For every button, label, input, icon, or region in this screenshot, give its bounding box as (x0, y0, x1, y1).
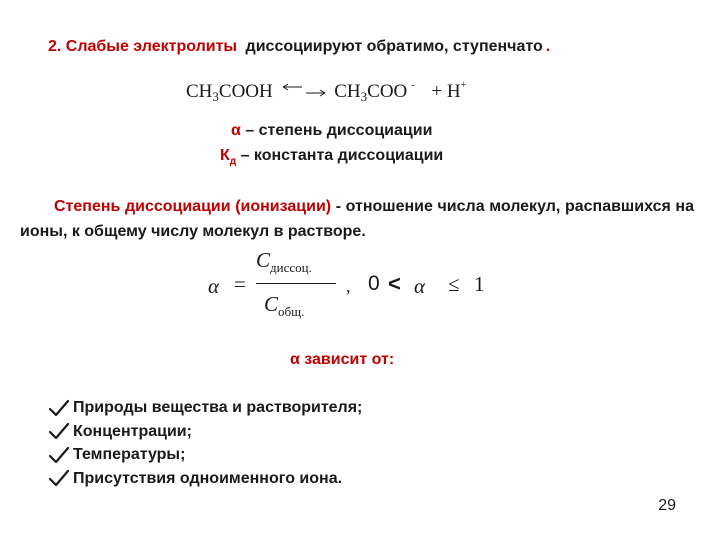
formula-one: 1 (474, 272, 485, 296)
list-item (48, 467, 362, 491)
formula-numerator (256, 248, 312, 273)
page-number: 29 (658, 497, 676, 514)
eq-left-base: CH (186, 81, 213, 102)
list-item (48, 396, 362, 420)
factor-text: Природы вещества и растворителя; (73, 399, 363, 416)
heading-title: Слабые электролиты (65, 38, 238, 55)
checkmark-icon (48, 469, 70, 487)
paragraph-term: Степень диссоциации (ионизации) (54, 198, 332, 215)
list-item (48, 443, 362, 467)
numerator-var: C (256, 248, 271, 272)
eq-left-rest: COOH (218, 81, 273, 102)
eq-right-base: CH (334, 81, 361, 102)
alpha-symbol: α (231, 122, 241, 139)
eq-plus: + (431, 81, 443, 102)
denominator-sub: общ. (278, 304, 305, 319)
eq-right-sub: 3 (360, 89, 368, 104)
formula-zero: 0 (368, 272, 380, 295)
formula-denominator (264, 292, 304, 317)
heading-number: 2. (48, 38, 62, 55)
eq-left-sub: 3 (212, 89, 219, 104)
heading-period: . (545, 38, 551, 55)
formula-le: ≤ (448, 272, 460, 296)
formula-alpha: α (208, 274, 220, 298)
list-item (48, 420, 362, 444)
kd-symbol: К (220, 147, 230, 164)
checkmark-icon (48, 399, 70, 417)
definition-paragraph (20, 194, 694, 244)
factor-text: Присутствия одноименного иона. (73, 469, 343, 487)
checkmark-icon (48, 446, 70, 464)
eq-ion-charge: + (460, 80, 467, 91)
checkmark-icon (48, 422, 70, 440)
formula-alpha-2: α (414, 274, 426, 298)
kd-definition (220, 147, 443, 167)
eq-right-rest: COO (367, 81, 408, 102)
numerator-sub: диссоц. (270, 260, 312, 275)
alpha-text: – степень диссоциации (240, 122, 433, 139)
formula-less: < (388, 271, 401, 296)
eq-right-charge: - (411, 80, 415, 91)
factor-text: Температуры; (73, 446, 186, 463)
paragraph-text: - отношение числа молекул, распавшихся на ионы, к общему числу молекул в растворе. (20, 198, 694, 240)
fraction-bar (256, 283, 336, 284)
depends-heading: α зависит от: (290, 351, 395, 368)
dissociation-equation (186, 80, 466, 105)
eq-ion: H (446, 81, 461, 102)
factor-text: Концентрации; (73, 422, 192, 440)
kd-subscript: д (229, 156, 237, 168)
reversible-arrows-icon (280, 80, 328, 100)
section-heading (48, 38, 550, 56)
alpha-definition (231, 122, 432, 140)
heading-rest: диссоциируют обратимо, ступенчато (245, 38, 543, 55)
formula-comma: , (346, 276, 351, 296)
denominator-var: C (264, 292, 279, 316)
kd-text: – константа диссоциации (236, 147, 444, 164)
factors-list (48, 396, 362, 490)
alpha-formula (208, 248, 508, 330)
formula-equals: = (234, 272, 246, 296)
